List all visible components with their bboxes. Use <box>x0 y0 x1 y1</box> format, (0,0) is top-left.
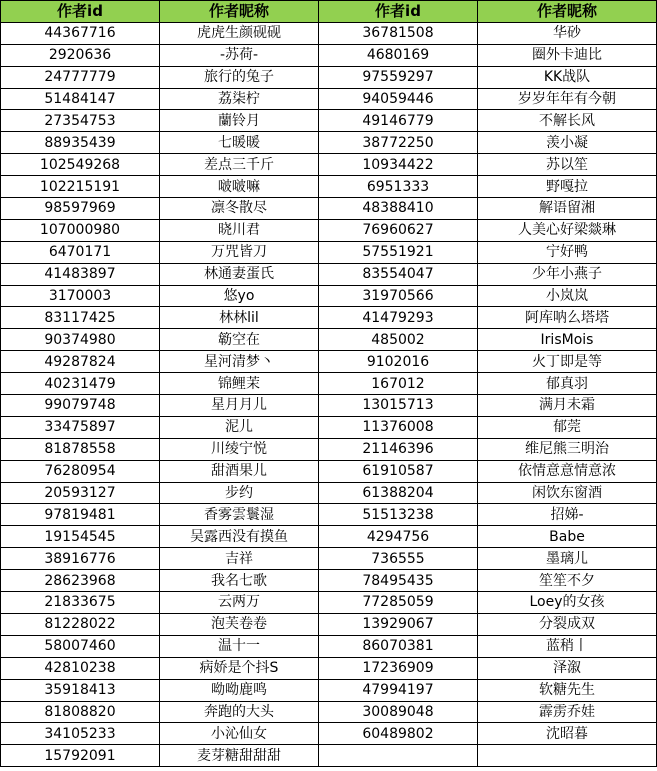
table-row <box>1 88 657 110</box>
author-nickname-cell: 依情意意情意浓 <box>478 460 657 482</box>
author-id-cell: 102549268 <box>1 154 160 176</box>
table-row <box>1 438 657 460</box>
author-nickname-cell: 宁好鸭 <box>478 241 657 263</box>
author-nickname-cell: 郁真羽 <box>478 373 657 395</box>
author-id-cell: 27354753 <box>1 110 160 132</box>
author-id-cell: 76960627 <box>319 219 478 241</box>
author-nickname-cell: 小岚岚 <box>478 285 657 307</box>
author-id-cell: 9102016 <box>319 351 478 373</box>
table-row <box>1 154 657 176</box>
author-id-cell: 11376008 <box>319 416 478 438</box>
author-id-cell: 90374980 <box>1 329 160 351</box>
author-id-cell: 31970566 <box>319 285 478 307</box>
author-nickname-cell: 晓川君 <box>160 219 319 241</box>
author-nickname-cell: 凛冬散尽 <box>160 198 319 220</box>
author-nickname-cell: 簕空在 <box>160 329 319 351</box>
author-nickname-cell: 人美心好梁燚琳 <box>478 219 657 241</box>
author-nickname-cell: 霹雳乔娃 <box>478 701 657 723</box>
author-nickname-cell: 我名七歌 <box>160 570 319 592</box>
author-id-cell: 24777779 <box>1 66 160 88</box>
author-nickname-cell: 旅行的兔子 <box>160 66 319 88</box>
author-nickname-cell: 阿库呐么塔塔 <box>478 307 657 329</box>
author-id-cell: 97819481 <box>1 504 160 526</box>
author-nickname-cell: 墨璃儿 <box>478 548 657 570</box>
table-row <box>1 592 657 614</box>
author-id-cell: 86070381 <box>319 635 478 657</box>
author-id-cell: 21146396 <box>319 438 478 460</box>
author-nickname-cell: 锦鲤茉 <box>160 373 319 395</box>
author-nickname-cell: 维尼熊三明治 <box>478 438 657 460</box>
author-nickname-cell: 林通妻蛋氏 <box>160 263 319 285</box>
author-nickname-cell: 苏以笙 <box>478 154 657 176</box>
header-author-id-2: 作者id <box>319 1 478 23</box>
author-nickname-cell: 圈外卡迪比 <box>478 44 657 66</box>
table-row <box>1 526 657 548</box>
author-nickname-cell: 林林lil <box>160 307 319 329</box>
author-nickname-cell: 闲饮东窗酒 <box>478 482 657 504</box>
author-id-cell: 42810238 <box>1 657 160 679</box>
author-nickname-cell: 病娇是个抖S <box>160 657 319 679</box>
table-row <box>1 635 657 657</box>
author-nickname-cell: 吴露西没有摸鱼 <box>160 526 319 548</box>
author-nickname-cell: KK战队 <box>478 66 657 88</box>
author-id-cell: 34105233 <box>1 723 160 745</box>
author-nickname-cell: 不解长风 <box>478 110 657 132</box>
author-id-cell: 736555 <box>319 548 478 570</box>
table-row <box>1 44 657 66</box>
author-id-cell: 57551921 <box>319 241 478 263</box>
author-id-cell: 4294756 <box>319 526 478 548</box>
author-id-cell: 21833675 <box>1 592 160 614</box>
author-nickname-cell: 郁莞 <box>478 416 657 438</box>
author-id-cell: 107000980 <box>1 219 160 241</box>
author-id-cell: 61388204 <box>319 482 478 504</box>
author-nickname-cell: 笙笙不夕 <box>478 570 657 592</box>
author-nickname-cell: 软糖先生 <box>478 679 657 701</box>
table-row <box>1 701 657 723</box>
header-row <box>1 1 657 23</box>
author-id-cell: 98597969 <box>1 198 160 220</box>
table-row <box>1 176 657 198</box>
author-nickname-cell: 野嘎拉 <box>478 176 657 198</box>
author-id-cell: 76280954 <box>1 460 160 482</box>
author-nickname-cell: 满月未霜 <box>478 395 657 417</box>
author-id-cell: 6951333 <box>319 176 478 198</box>
table-row <box>1 132 657 154</box>
author-nickname-cell: 岁岁年年有今朝 <box>478 88 657 110</box>
author-nickname-cell: 泽溆 <box>478 657 657 679</box>
author-id-cell: 13015713 <box>319 395 478 417</box>
table-row <box>1 548 657 570</box>
author-id-cell: 88935439 <box>1 132 160 154</box>
author-id-cell <box>319 745 478 767</box>
table-row <box>1 416 657 438</box>
author-nickname-cell <box>478 745 657 767</box>
author-nickname-cell: 川绫宁悦 <box>160 438 319 460</box>
author-nickname-cell: 火丁即是等 <box>478 351 657 373</box>
author-nickname-cell: 蘭铃月 <box>160 110 319 132</box>
table-row <box>1 613 657 635</box>
author-id-cell: 19154545 <box>1 526 160 548</box>
author-id-cell: 78495435 <box>319 570 478 592</box>
table-row <box>1 395 657 417</box>
author-nickname-cell: IrisMois <box>478 329 657 351</box>
table-row <box>1 723 657 745</box>
table-row <box>1 460 657 482</box>
header-author-id: 作者id <box>1 1 160 23</box>
author-id-cell: 36781508 <box>319 22 478 44</box>
author-nickname-cell: 甜酒果儿 <box>160 460 319 482</box>
author-id-cell: 60489802 <box>319 723 478 745</box>
table-row <box>1 22 657 44</box>
author-nickname-cell: Loey的女孩 <box>478 592 657 614</box>
author-id-cell: 41483897 <box>1 263 160 285</box>
author-id-cell: 51513238 <box>319 504 478 526</box>
author-id-cell: 3170003 <box>1 285 160 307</box>
author-nickname-cell: 羡小凝 <box>478 132 657 154</box>
author-id-cell: 17236909 <box>319 657 478 679</box>
table-row <box>1 198 657 220</box>
author-nickname-cell: 少年小燕子 <box>478 263 657 285</box>
author-id-cell: 6470171 <box>1 241 160 263</box>
author-id-cell: 33475897 <box>1 416 160 438</box>
table-row <box>1 329 657 351</box>
author-id-cell: 94059446 <box>319 88 478 110</box>
author-nickname-cell: 招娣- <box>478 504 657 526</box>
author-nickname-cell: 吉祥 <box>160 548 319 570</box>
table-row <box>1 110 657 132</box>
author-nickname-cell: 小沁仙女 <box>160 723 319 745</box>
author-id-cell: 40231479 <box>1 373 160 395</box>
author-nickname-cell: 温十一 <box>160 635 319 657</box>
author-id-cell: 30089048 <box>319 701 478 723</box>
author-id-cell: 20593127 <box>1 482 160 504</box>
table-body <box>1 22 657 766</box>
author-nickname-cell: 七暖暖 <box>160 132 319 154</box>
author-nickname-cell: 步约 <box>160 482 319 504</box>
table-row <box>1 285 657 307</box>
author-id-cell: 44367716 <box>1 22 160 44</box>
author-nickname-cell: 万咒皆刀 <box>160 241 319 263</box>
author-nickname-cell: 呦呦鹿鸣 <box>160 679 319 701</box>
author-id-cell: 48388410 <box>319 198 478 220</box>
author-id-cell: 49287824 <box>1 351 160 373</box>
author-id-cell: 61910587 <box>319 460 478 482</box>
author-nickname-cell: 差点三千斤 <box>160 154 319 176</box>
author-nickname-cell: 华砂 <box>478 22 657 44</box>
author-id-cell: 83554047 <box>319 263 478 285</box>
author-id-cell: 35918413 <box>1 679 160 701</box>
author-id-cell: 81878558 <box>1 438 160 460</box>
author-nickname-cell: 分裂成双 <box>478 613 657 635</box>
author-nickname-cell: 泡芙卷卷 <box>160 613 319 635</box>
table-row <box>1 241 657 263</box>
author-id-cell: 15792091 <box>1 745 160 767</box>
header-author-nickname: 作者昵称 <box>160 1 319 23</box>
author-id-cell: 102215191 <box>1 176 160 198</box>
table-row <box>1 482 657 504</box>
table-row <box>1 679 657 701</box>
author-nickname-cell: 香雾雲鬟湿 <box>160 504 319 526</box>
author-nickname-cell: 啵啵嘛 <box>160 176 319 198</box>
author-nickname-cell: 泥儿 <box>160 416 319 438</box>
author-id-cell: 167012 <box>319 373 478 395</box>
author-nickname-cell: 麦芽糖甜甜甜 <box>160 745 319 767</box>
author-nickname-cell: 虎虎生颜砚砚 <box>160 22 319 44</box>
author-id-cell: 485002 <box>319 329 478 351</box>
author-id-cell: 38916776 <box>1 548 160 570</box>
table-row <box>1 373 657 395</box>
author-nickname-cell: 星月月儿 <box>160 395 319 417</box>
author-id-cell: 51484147 <box>1 88 160 110</box>
author-id-cell: 49146779 <box>319 110 478 132</box>
author-nickname-cell: -苏荷- <box>160 44 319 66</box>
author-id-cell: 38772250 <box>319 132 478 154</box>
table-row <box>1 307 657 329</box>
author-id-cell: 13929067 <box>319 613 478 635</box>
author-id-cell: 58007460 <box>1 635 160 657</box>
author-id-cell: 47994197 <box>319 679 478 701</box>
author-nickname-cell: 星河清梦丶 <box>160 351 319 373</box>
author-id-cell: 81228022 <box>1 613 160 635</box>
author-id-cell: 81808820 <box>1 701 160 723</box>
table-row <box>1 504 657 526</box>
author-id-cell: 28623968 <box>1 570 160 592</box>
author-nickname-cell: Babe <box>478 526 657 548</box>
table-row <box>1 657 657 679</box>
author-id-cell: 77285059 <box>319 592 478 614</box>
table-row <box>1 66 657 88</box>
author-nickname-cell: 荔柒柠 <box>160 88 319 110</box>
table-row <box>1 263 657 285</box>
author-nickname-cell: 悠yo <box>160 285 319 307</box>
author-id-cell: 10934422 <box>319 154 478 176</box>
author-nickname-cell: 奔跑的大头 <box>160 701 319 723</box>
header-author-nickname-2: 作者昵称 <box>478 1 657 23</box>
author-id-cell: 97559297 <box>319 66 478 88</box>
author-id-cell: 41479293 <box>319 307 478 329</box>
author-id-cell: 2920636 <box>1 44 160 66</box>
author-id-cell: 4680169 <box>319 44 478 66</box>
author-nickname-cell: 沈昭暮 <box>478 723 657 745</box>
author-id-cell: 83117425 <box>1 307 160 329</box>
author-nickname-cell: 云两万 <box>160 592 319 614</box>
table-row <box>1 745 657 767</box>
author-id-cell: 99079748 <box>1 395 160 417</box>
table-row <box>1 570 657 592</box>
table-row <box>1 219 657 241</box>
author-nickname-cell: 蓝稍丨 <box>478 635 657 657</box>
table-row <box>1 351 657 373</box>
author-nickname-cell: 解语留湘 <box>478 198 657 220</box>
